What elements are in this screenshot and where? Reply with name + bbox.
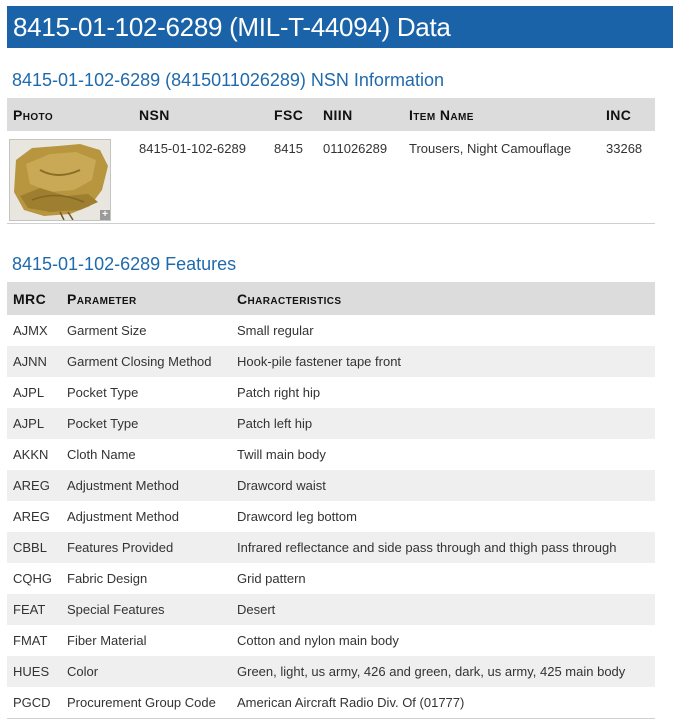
cell-characteristics: Twill main body: [237, 447, 326, 462]
cell-parameter: Special Features: [61, 594, 231, 625]
cell-mrc: CBBL: [7, 532, 61, 563]
cell-characteristics: Patch right hip: [237, 385, 321, 400]
cell-characteristics: Grid pattern: [237, 571, 306, 586]
cell-parameter: Color: [61, 656, 231, 687]
cell-characteristics: Cotton and nylon main body: [237, 633, 399, 648]
trousers-photo-icon: [10, 140, 110, 220]
title-bar: [7, 6, 673, 48]
photo-cell: [7, 131, 133, 223]
cell-inc: 33268: [606, 141, 643, 156]
col-niin: NIIN: [317, 98, 403, 131]
col-fsc: FSC: [268, 98, 317, 131]
cell-parameter: Adjustment Method: [61, 470, 231, 501]
table-row: [7, 594, 655, 625]
col-nsn: NSN: [133, 98, 268, 131]
cell-parameter: Pocket Type: [61, 408, 231, 439]
col-characteristics: Characteristics: [231, 282, 655, 315]
table-row: [7, 315, 655, 346]
table-row: [7, 563, 655, 594]
cell-mrc: PGCD: [13, 695, 51, 710]
table-row: [7, 408, 655, 439]
cell-characteristics: Small regular: [237, 323, 314, 338]
cell-mrc: FMAT: [13, 633, 48, 648]
cell-mrc: AJNN: [7, 346, 61, 377]
features-body: [7, 315, 655, 719]
col-mrc: MRC: [7, 282, 61, 315]
nsn-info-table: [7, 98, 655, 224]
features-table: [7, 282, 655, 719]
cell-parameter: Cloth Name: [67, 447, 136, 462]
cell-characteristics: Drawcord waist: [231, 470, 655, 501]
cell-mrc: AKKN: [13, 447, 49, 462]
page-title: 8415-01-102-6289 (MIL-T-44094) Data: [13, 11, 451, 42]
cell-characteristics: Infrared reflectance and side pass through and thigh pass through: [231, 532, 655, 563]
col-photo: Photo: [7, 98, 133, 131]
cell-nsn: 8415-01-102-6289: [139, 141, 246, 156]
cell-mrc: AREG: [7, 470, 61, 501]
cell-parameter: Pocket Type: [67, 385, 139, 400]
table-row: [7, 439, 655, 470]
cell-fsc: 8415: [274, 141, 303, 156]
cell-mrc: AJMX: [13, 323, 48, 338]
features-section-heading: 8415-01-102-6289 Features: [12, 254, 237, 274]
cell-mrc: HUES: [7, 656, 61, 687]
features-header-row: [7, 282, 655, 315]
cell-characteristics: Hook-pile fastener tape front: [231, 346, 655, 377]
cell-parameter: Procurement Group Code: [67, 695, 216, 710]
cell-mrc: AREG: [13, 509, 50, 524]
cell-parameter: Garment Size: [67, 323, 147, 338]
cell-characteristics: Green, light, us army, 426 and green, dark, us army, 425 main body: [231, 656, 655, 687]
col-parameter: Parameter: [61, 282, 231, 315]
nsn-row: [7, 131, 655, 223]
cell-mrc: AJPL: [13, 385, 45, 400]
item-photo[interactable]: [9, 139, 111, 221]
col-inc: INC: [600, 98, 655, 131]
table-row: [7, 470, 655, 501]
table-row: [7, 687, 655, 719]
cell-characteristics: American Aircraft Radio Div. Of (01777): [237, 695, 465, 710]
cell-parameter: Garment Closing Method: [61, 346, 231, 377]
cell-characteristics: Drawcord leg bottom: [237, 509, 357, 524]
cell-mrc: CQHG: [13, 571, 52, 586]
cell-mrc: FEAT: [7, 594, 61, 625]
table-row: [7, 501, 655, 532]
nsn-header-row: [7, 98, 655, 131]
cell-characteristics: Patch left hip: [231, 408, 655, 439]
table-row: [7, 532, 655, 563]
cell-parameter: Fiber Material: [67, 633, 147, 648]
table-row: [7, 625, 655, 656]
nsn-section-heading: 8415-01-102-6289 (8415011026289) NSN Information: [12, 70, 444, 90]
cell-parameter: Adjustment Method: [67, 509, 180, 524]
table-row: [7, 346, 655, 377]
cell-niin: 011026289: [323, 141, 388, 156]
table-row: [7, 377, 655, 408]
col-item-name: Item Name: [403, 98, 600, 131]
cell-item-name: Trousers, Night Camouflage: [409, 141, 572, 156]
table-row: [7, 656, 655, 687]
cell-parameter: Features Provided: [61, 532, 231, 563]
cell-characteristics: Desert: [231, 594, 655, 625]
cell-parameter: Fabric Design: [67, 571, 148, 586]
cell-mrc: AJPL: [7, 408, 61, 439]
zoom-plus-icon[interactable]: +: [100, 210, 110, 220]
